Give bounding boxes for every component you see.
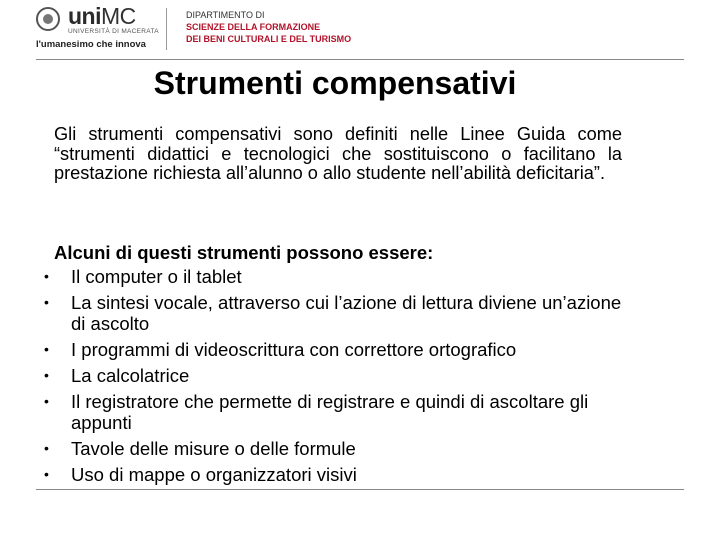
logo-suffix: MC: [101, 3, 136, 29]
intro-paragraph: Gli strumenti compensativi sono definiti nelle Linee Guida come “strumenti didattici e tecnologici che sostituiscono o facilitano la prestazione richiesta all’alunno o allo studente nell’abilità deficitaria”.: [54, 124, 622, 183]
tools-list: [0, 266, 720, 490]
department-line-1: DIPARTIMENTO DI: [186, 10, 265, 20]
list-item: [0, 391, 631, 433]
footer-rule: [36, 489, 684, 490]
list-item-text: La calcolatrice: [71, 365, 190, 386]
department-line-2: SCIENZE DELLA FORMAZIONE: [186, 22, 321, 32]
unimc-logo: [68, 4, 136, 28]
list-item-text: Il computer o il tablet: [71, 266, 242, 287]
slide-header: [0, 0, 720, 60]
university-seal-icon: [36, 7, 60, 31]
list-item: [0, 438, 631, 459]
logo-subtitle: UNIVERSITÀ DI MACERATA: [68, 28, 159, 35]
list-item: [0, 339, 631, 360]
header-rule: [36, 59, 684, 60]
bullet-icon: •: [44, 393, 49, 409]
slide-title: Strumenti compensativi: [153, 65, 517, 101]
logo-tagline: l'umanesimo che innova: [36, 39, 146, 50]
bullet-icon: •: [44, 367, 49, 383]
list-item-text: I programmi di videoscrittura con correttore ortografico: [71, 339, 517, 360]
department-line-3: DEI BENI CULTURALI E DEL TURISMO: [186, 34, 352, 44]
bullet-icon: •: [44, 294, 49, 310]
list-item-text: Il registratore che permette di registrare e quindi di ascoltare gli appunti: [71, 391, 589, 433]
bullet-icon: •: [44, 466, 49, 482]
list-item-text: Uso di mappe o organizzatori visivi: [71, 464, 357, 485]
list-item: [0, 365, 631, 386]
header-divider: [166, 8, 167, 50]
bullet-icon: •: [44, 268, 49, 284]
list-item-text: Tavole delle misure o delle formule: [71, 438, 356, 459]
list-item: [0, 292, 631, 334]
list-item: [0, 464, 631, 485]
logo-main: uni: [68, 3, 101, 29]
bullet-icon: •: [44, 341, 49, 357]
list-item-text: La sintesi vocale, attraverso cui l’azione di lettura diviene un’azione di ascolto: [71, 292, 622, 334]
bullet-icon: •: [44, 440, 49, 456]
list-heading: Alcuni di questi strumenti possono essere:: [54, 242, 434, 263]
list-item: [0, 266, 631, 287]
